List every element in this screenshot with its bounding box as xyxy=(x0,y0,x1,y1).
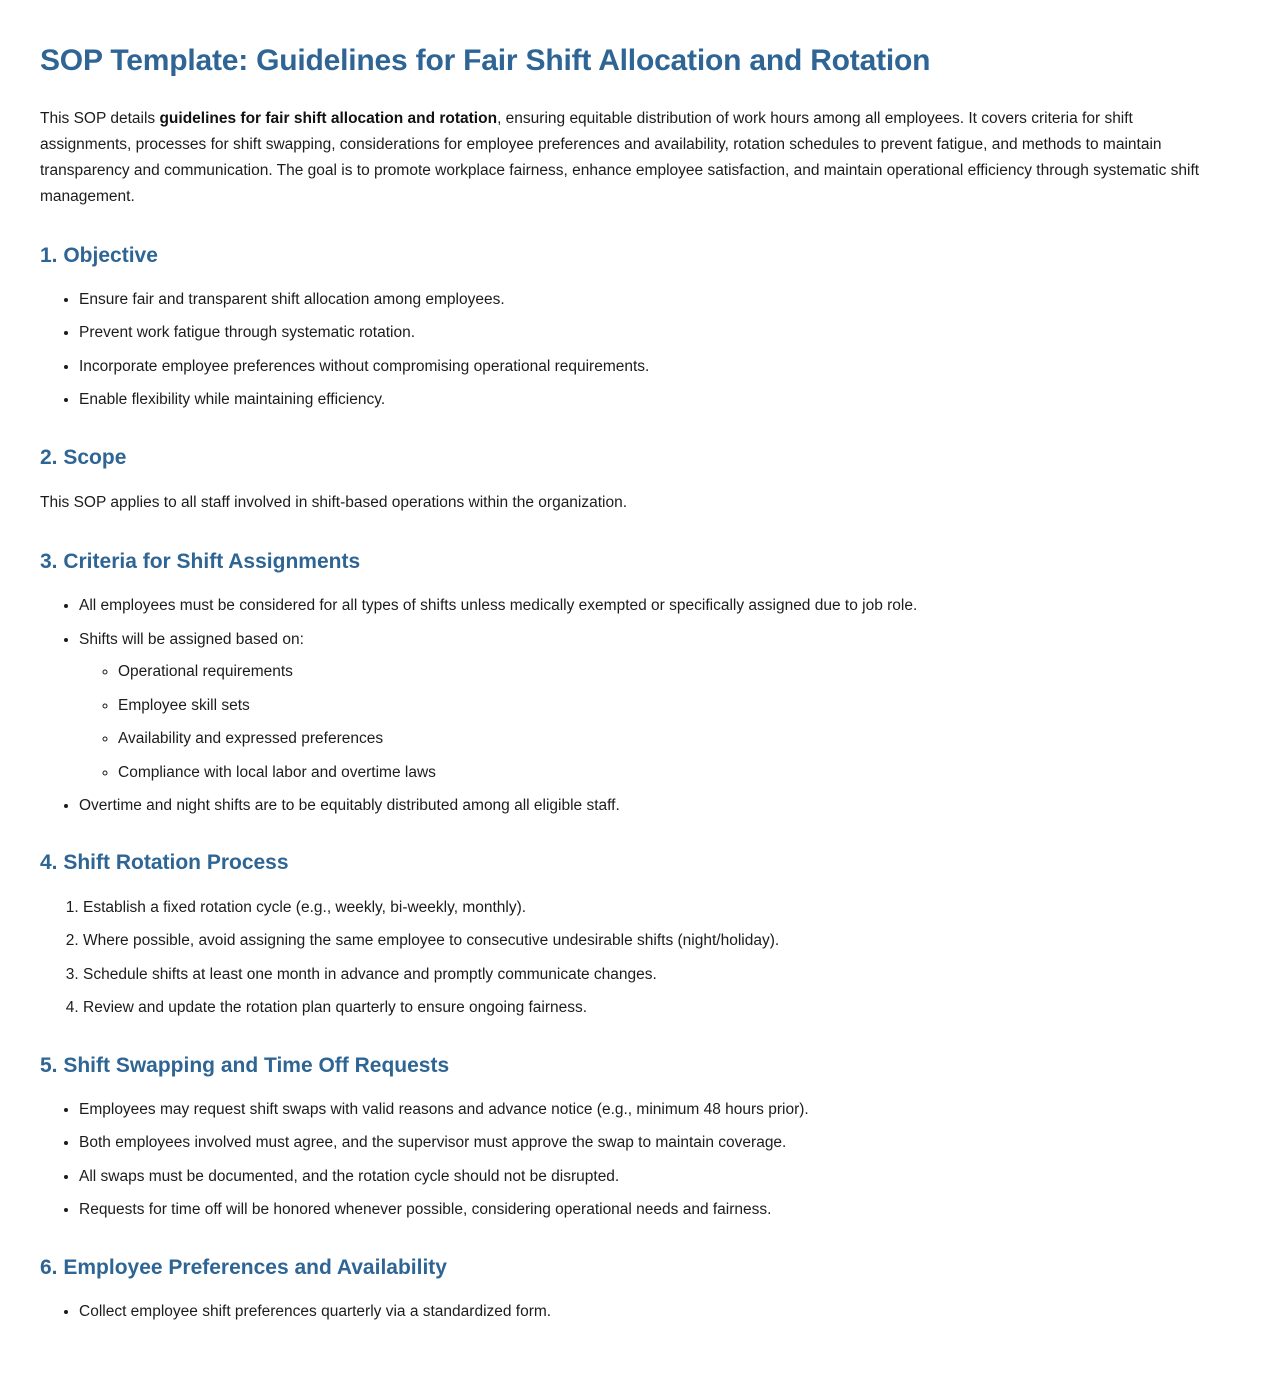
sub-list-item: ◦ Compliance with local labor and overtime laws xyxy=(118,762,1207,784)
list-item: • Ensure fair and transparent shift allocation among employees. xyxy=(79,289,1207,311)
section-heading: 1. Objective xyxy=(40,243,158,267)
list-item: • Prevent work fatigue through systematic rotation. xyxy=(79,322,1207,344)
list-item: • All employees must be considered for all types of shifts unless medically exempted or specifically assigned due to job role. xyxy=(79,595,1207,617)
list-item: • All swaps must be documented, and the rotation cycle should not be disrupted. xyxy=(79,1166,1207,1188)
intro-text-bold: guidelines for fair shift allocation and rotation xyxy=(159,109,498,127)
section-scope xyxy=(40,444,1207,516)
list-item: 2. Where possible, avoid assigning the same employee to consecutive undesirable shifts (night/holiday). xyxy=(83,930,1207,952)
list-item: • Enable flexibility while maintaining efficiency. xyxy=(79,389,1207,411)
rotation-process-list xyxy=(40,897,1207,1020)
section-heading: 3. Criteria for Shift Assignments xyxy=(40,549,361,573)
intro-paragraph xyxy=(40,106,1207,210)
list-item: 3. Schedule shifts at least one month in advance and promptly communicate changes. xyxy=(83,964,1207,986)
section-employee-preferences-and-availability xyxy=(40,1254,1207,1324)
sub-list-item: ◦ Operational requirements xyxy=(118,661,1207,683)
section-objective xyxy=(40,242,1207,412)
sub-list-item: ◦ Availability and expressed preferences xyxy=(118,728,1207,750)
list-item xyxy=(79,629,1207,784)
scope-paragraph: This SOP applies to all staff involved in shift-based operations within the organization. xyxy=(40,494,628,512)
objective-list xyxy=(40,289,1207,412)
list-item: • Overtime and night shifts are to be equitably distributed among all eligible staff. xyxy=(79,795,1207,817)
list-item: 1. Establish a fixed rotation cycle (e.g., weekly, bi-weekly, monthly). xyxy=(83,897,1207,919)
list-item: • Requests for time off will be honored whenever possible, considering operational needs and fairness. xyxy=(79,1199,1207,1221)
list-item: • Employees may request shift swaps with valid reasons and advance notice (e.g., minimum 48 hours prior). xyxy=(79,1099,1207,1121)
criteria-sub-list xyxy=(79,661,1207,784)
list-item: • Incorporate employee preferences without compromising operational requirements. xyxy=(79,356,1207,378)
section-heading: 6. Employee Preferences and Availability xyxy=(40,1255,447,1279)
list-item: • Both employees involved must agree, and the supervisor must approve the swap to maintain coverage. xyxy=(79,1132,1207,1154)
section-heading: 5. Shift Swapping and Time Off Requests xyxy=(40,1053,450,1077)
intro-text-after: , ensuring equitable distribution of work hours among all employees. It covers criteria for shift assignments, processes for shift swapping, considerations for employee preferences and availability, rotation schedules to prevent fatigue, and methods to maintain transparency and communication. The goal is to promote workplace fairness, enhance employee satisfaction, and maintain operational efficiency through systematic shift management. xyxy=(40,109,1200,205)
swapping-list xyxy=(40,1099,1207,1222)
list-item-label: Shifts will be assigned based on: xyxy=(79,630,304,648)
intro-text-before: This SOP details xyxy=(40,109,160,127)
section-heading: 2. Scope xyxy=(40,445,127,469)
list-item: 4. Review and update the rotation plan quarterly to ensure ongoing fairness. xyxy=(83,997,1207,1019)
preferences-list xyxy=(40,1301,1207,1323)
sub-list-item: ◦ Employee skill sets xyxy=(118,695,1207,717)
section-criteria-for-shift-assignments xyxy=(40,548,1207,818)
page-title: SOP Template: Guidelines for Fair Shift Allocation and Rotation xyxy=(40,44,931,77)
section-heading: 4. Shift Rotation Process xyxy=(40,851,289,875)
section-shift-swapping-and-time-off-requests xyxy=(40,1052,1207,1222)
criteria-list xyxy=(40,595,1207,817)
section-shift-rotation-process xyxy=(40,849,1207,1019)
list-item: • Collect employee shift preferences quarterly via a standardized form. xyxy=(79,1301,1207,1323)
